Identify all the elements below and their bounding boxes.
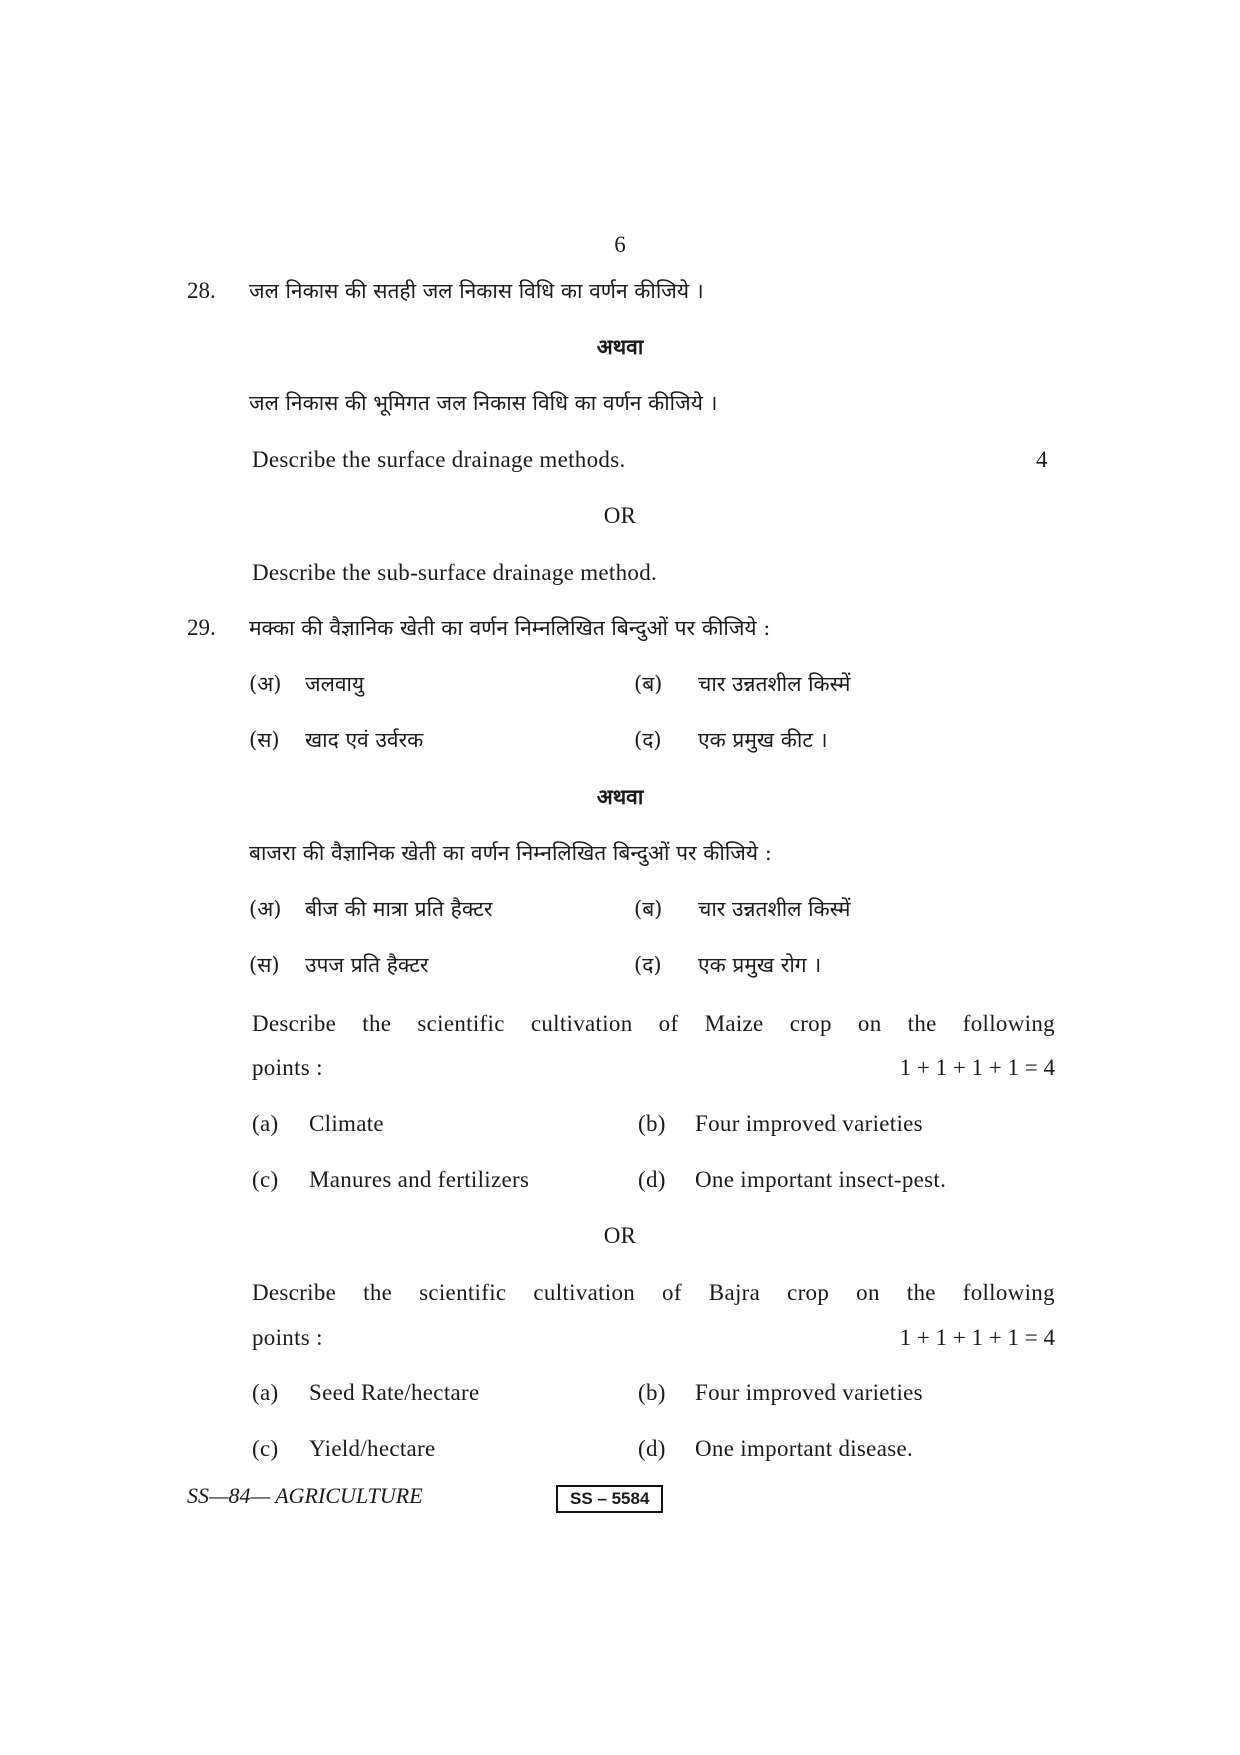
q29-hindi-option-label: (अ) <box>249 672 282 696</box>
q29-hindi-option-text: चार उन्नतशील किस्में <box>698 672 851 696</box>
q29-hindi-alt-option-label: (ब) <box>634 897 663 921</box>
q28-marks: 4 <box>1036 447 1048 472</box>
q29-hindi-alt-option-text: एक प्रमुख रोग । <box>698 953 822 977</box>
q29-hindi-alt-option-label: (स) <box>249 953 280 977</box>
q29-english-alt-option-label: (a) <box>252 1380 279 1405</box>
word: Describe <box>252 1280 337 1305</box>
q29-hindi-alt-option-text: उपज प्रति हैक्टर <box>305 953 429 977</box>
word: following <box>962 1280 1055 1305</box>
q28-english-or: OR <box>603 503 637 528</box>
footer-subject: SS—84— AGRICULTURE <box>187 1483 423 1508</box>
q29-english-option-text: One important insect-pest. <box>695 1167 947 1192</box>
q29-english-alternative <box>252 1280 1055 1306</box>
q29-hindi-alt-option-label: (द) <box>634 953 662 977</box>
q29-hindi-option-text: जलवायु <box>305 672 365 696</box>
q29-english-option-label: (b) <box>638 1111 666 1136</box>
q28-hindi-or: अथवा <box>596 334 644 359</box>
word: of <box>658 1011 679 1036</box>
word: on <box>857 1011 882 1036</box>
page-number: 6 <box>614 232 626 257</box>
question-number-28: 28. <box>187 278 216 303</box>
q29-hindi-option-label: (स) <box>249 728 280 752</box>
word: the <box>907 1011 937 1036</box>
q29-alt-marks: 1 + 1 + 1 + 1 = 4 <box>899 1325 1055 1350</box>
q29-hindi-question: मक्का की वैज्ञानिक खेती का वर्णन निम्नलिखित बिन्दुओं पर कीजिये : <box>249 616 771 640</box>
q28-hindi-alternative: जल निकास की भूमिगत जल निकास विधि का वर्णन कीजिये । <box>249 391 718 415</box>
q29-hindi-option-text: एक प्रमुख कीट । <box>698 728 828 752</box>
q29-hindi-alternative: बाजरा की वैज्ञानिक खेती का वर्णन निम्नलिखित बिन्दुओं पर कीजिये : <box>249 841 772 865</box>
q29-english-option-text: Manures and fertilizers <box>309 1167 530 1192</box>
q29-english-question-cont: points : <box>252 1055 323 1080</box>
q29-hindi-or: अथवा <box>596 784 644 809</box>
q29-english-alt-option-text: One important disease. <box>695 1436 914 1461</box>
q29-english-alt-option-label: (c) <box>252 1436 279 1461</box>
q29-marks: 1 + 1 + 1 + 1 = 4 <box>899 1055 1055 1080</box>
question-number-29: 29. <box>187 615 216 640</box>
word: cultivation <box>530 1011 633 1036</box>
q29-english-alternative-cont: points : <box>252 1325 323 1350</box>
q29-hindi-alt-option-text: चार उन्नतशील किस्में <box>698 897 851 921</box>
q29-hindi-option-label: (द) <box>634 728 662 752</box>
q29-english-alt-option-label: (b) <box>638 1380 666 1405</box>
q29-english-option-text: Climate <box>309 1111 384 1136</box>
q29-english-option-label: (a) <box>252 1111 279 1136</box>
word: cultivation <box>533 1280 636 1305</box>
word: scientific <box>417 1011 505 1036</box>
q29-hindi-alt-option-label: (अ) <box>249 897 282 921</box>
word: the <box>906 1280 936 1305</box>
q29-english-or: OR <box>603 1223 637 1248</box>
q28-english-alternative: Describe the sub-surface drainage method. <box>252 560 658 585</box>
word: the <box>362 1011 392 1036</box>
word: Bajra <box>708 1280 761 1305</box>
q28-hindi-question: जल निकास की सतही जल निकास विधि का वर्णन कीजिये । <box>249 279 704 303</box>
word: scientific <box>419 1280 507 1305</box>
q29-hindi-option-label: (ब) <box>634 672 663 696</box>
q29-english-alt-option-text: Yield/hectare <box>309 1436 436 1461</box>
word: crop <box>789 1011 832 1036</box>
q29-hindi-option-text: खाद एवं उर्वरक <box>305 728 424 752</box>
word: of <box>662 1280 682 1305</box>
word: on <box>856 1280 880 1305</box>
q29-english-question <box>252 1011 1055 1037</box>
word: Describe <box>252 1011 337 1036</box>
q28-english-question: Describe the surface drainage methods. <box>252 447 626 472</box>
q29-english-option-text: Four improved varieties <box>695 1111 923 1136</box>
word: the <box>363 1280 393 1305</box>
word: crop <box>787 1280 830 1305</box>
q29-english-alt-option-text: Four improved varieties <box>695 1380 923 1405</box>
q29-english-option-label: (c) <box>252 1167 279 1192</box>
q29-english-option-label: (d) <box>638 1167 666 1192</box>
q29-english-alt-option-label: (d) <box>638 1436 666 1461</box>
q29-hindi-alt-option-text: बीज की मात्रा प्रति हैक्टर <box>305 897 493 921</box>
word: following <box>962 1011 1055 1036</box>
footer-paper-code: SS – 5584 <box>556 1485 663 1513</box>
q29-english-alt-option-text: Seed Rate/hectare <box>309 1380 480 1405</box>
word: Maize <box>704 1011 764 1036</box>
